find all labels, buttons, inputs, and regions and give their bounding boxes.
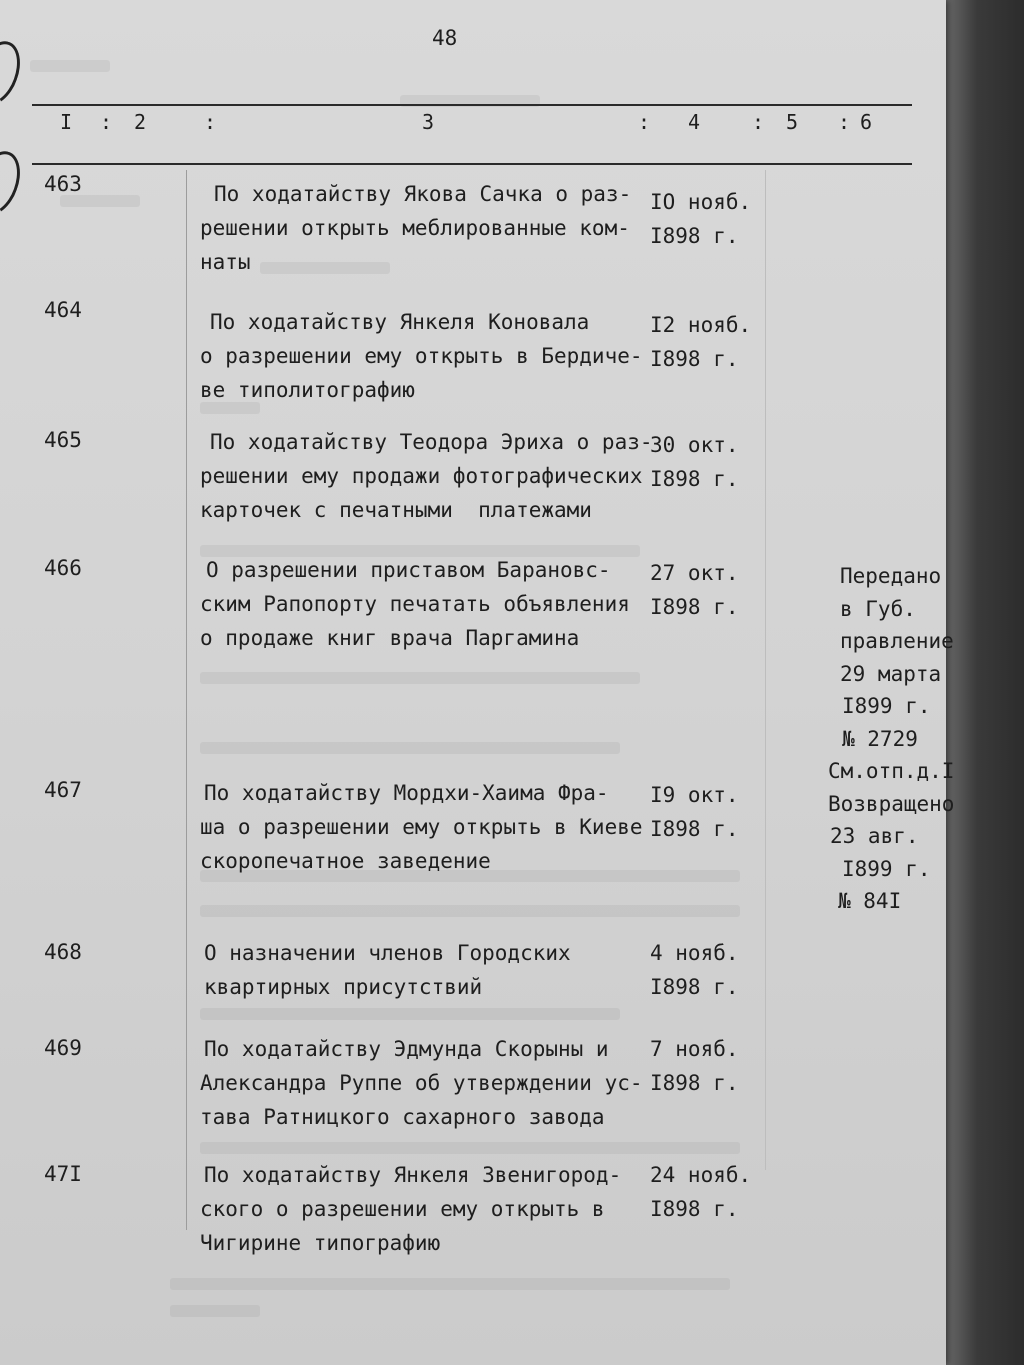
bleed-through-mark [200, 1008, 620, 1020]
column-separator: : [752, 110, 765, 134]
column-divider [765, 170, 766, 1170]
column-number: I [60, 110, 73, 134]
column-number: 6 [860, 110, 873, 134]
bleed-through-mark [60, 195, 140, 207]
bleed-through-mark [170, 1305, 260, 1317]
column-divider [186, 170, 187, 1230]
entry-date: I9 окт. I898 г. [650, 783, 739, 841]
entry-number: 466 [44, 556, 82, 580]
entry-description: О назначении членов Городских квартирных присутствий [204, 941, 571, 999]
bleed-through-mark [170, 1278, 730, 1290]
column-number: 5 [786, 110, 799, 134]
entry-description: По ходатайству Теодора Эриха о раз- решении ему продажи фотографических карточек с печатными платежами [200, 430, 653, 522]
entry-description: По ходатайству Якова Сачка о раз- решении открыть меблированные ком- наты [200, 182, 632, 274]
entry-date: I2 нояб. I898 г. [650, 313, 752, 371]
entry-number: 467 [44, 778, 82, 802]
entry-description: О разрешении приставом Барановс- ским Рапопорту печатать объявления о продаже книг врача Паргамина [200, 558, 630, 650]
entry-number: 463 [44, 172, 82, 196]
binding-ring-icon [0, 145, 28, 221]
page-number: 48 [432, 26, 458, 50]
disposition-note: Передано в Губ. правление 29 марта I899 г. № 2729 См.отп.д.I Возвращено 23 авг. I899 г. № 84I [828, 564, 955, 913]
bleed-through-mark [200, 1142, 740, 1154]
binding-ring-icon [0, 35, 28, 111]
entry-number: 469 [44, 1036, 82, 1060]
entry-date: IO нояб. I898 г. [650, 190, 752, 248]
entry-date: 27 окт. I898 г. [650, 561, 739, 619]
entry-description: По ходатайству Мордхи-Хаима Фра- ша о разрешении ему открыть в Киеве скоропечатное заведение [200, 781, 643, 873]
entry-number: 465 [44, 428, 82, 452]
entry-description: По ходатайству Янкеля Коновала о разрешении ему открыть в Бердиче- ве типолитографию [200, 310, 643, 402]
bleed-through-mark [200, 672, 640, 684]
entry-description: По ходатайству Эдмунда Скорыны и Александра Руппе об утверждении ус- тава Ратницкого сахарного завода [200, 1037, 643, 1129]
bleed-through-mark [200, 742, 620, 754]
column-number: 3 [422, 110, 435, 134]
column-number: 2 [134, 110, 147, 134]
column-separator: : [204, 110, 217, 134]
entry-date: 4 нояб. I898 г. [650, 941, 739, 999]
column-separator: : [638, 110, 651, 134]
entry-date: 24 нояб. I898 г. [650, 1163, 752, 1221]
entry-number: 47I [44, 1162, 82, 1186]
entry-date: 7 нояб. I898 г. [650, 1037, 739, 1095]
column-number: 4 [688, 110, 701, 134]
bleed-through-mark [30, 60, 110, 72]
bleed-through-mark [200, 905, 740, 917]
table-background [946, 0, 1024, 1365]
entry-description: По ходатайству Янкеля Звенигород- ского о разрешении ему открыть в Чигирине типографию [200, 1163, 622, 1255]
column-separator: : [100, 110, 113, 134]
column-separator: : [838, 110, 851, 134]
entry-number: 464 [44, 298, 82, 322]
entry-number: 468 [44, 940, 82, 964]
entry-date: 30 окт. I898 г. [650, 433, 739, 491]
header-bottom-rule [32, 163, 912, 165]
header-top-rule [32, 104, 912, 106]
